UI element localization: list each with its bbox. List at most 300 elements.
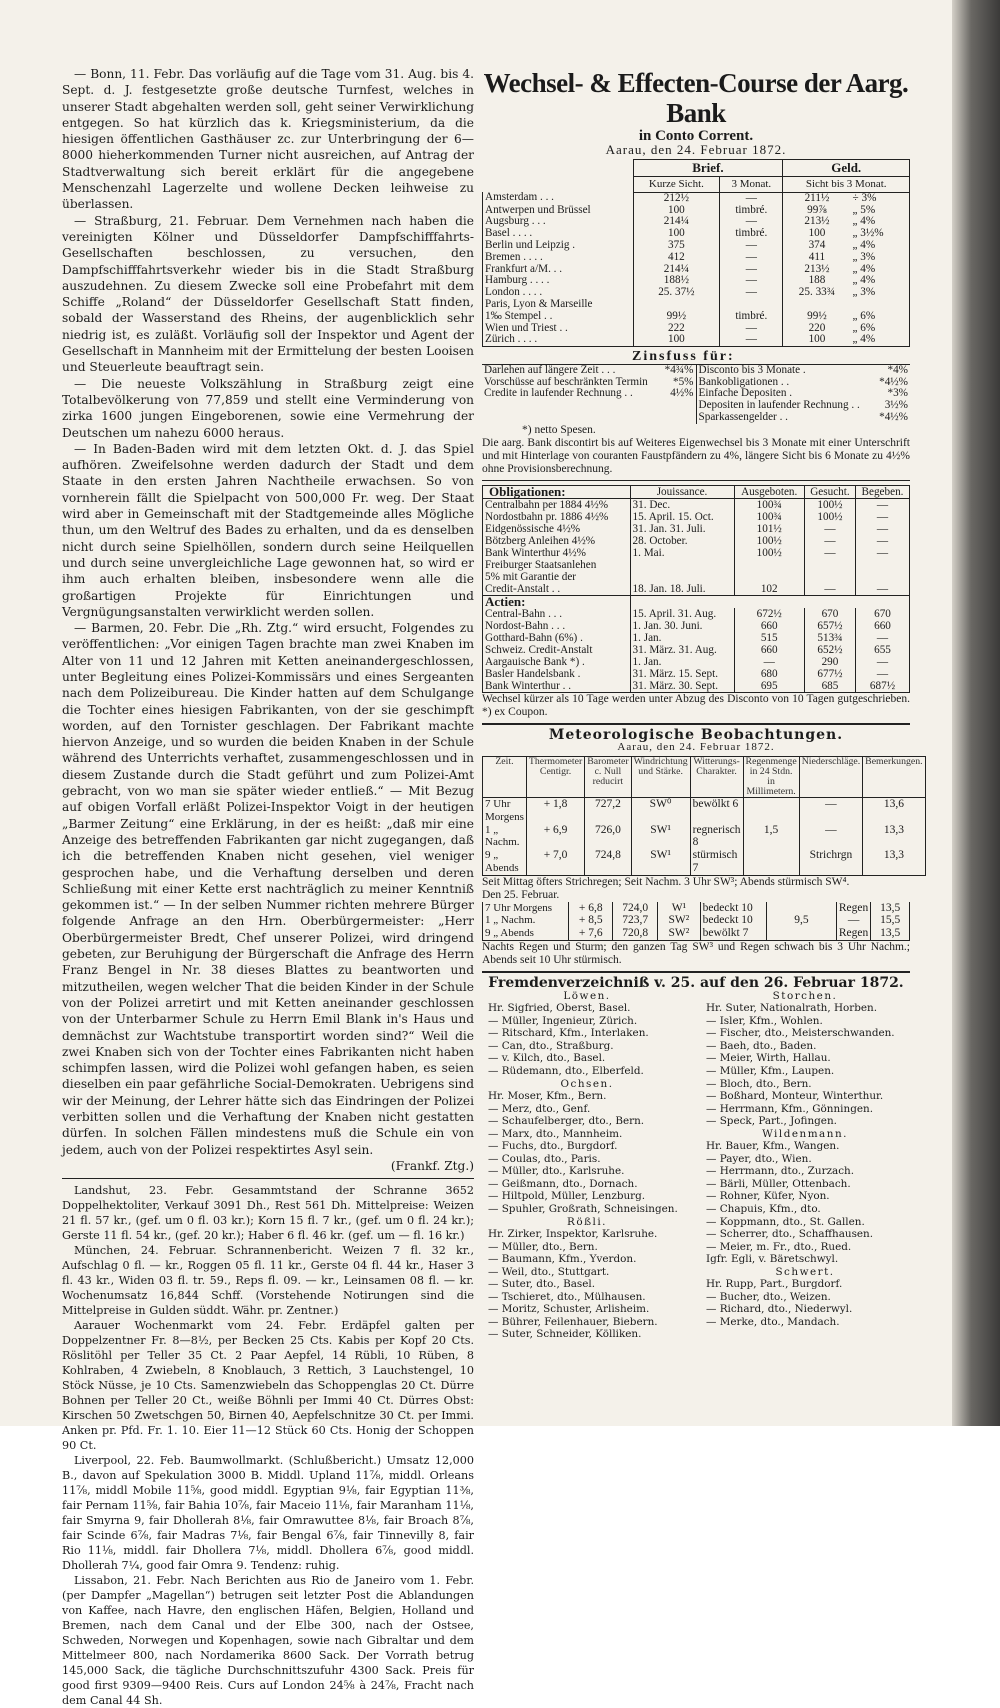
hotel-name: Storchen. bbox=[772, 989, 838, 1002]
divider bbox=[482, 480, 910, 481]
guest-entry: — Marx, dto., Mannheim. bbox=[488, 1127, 623, 1140]
rate-cell: Hamburg . . . . bbox=[483, 275, 634, 287]
securities-cell: 670 bbox=[804, 608, 855, 620]
meteo-cell: SW² bbox=[658, 927, 701, 940]
fremd-title: Fremdenverzeichniß v. 25. auf den 26. Februar 1872. bbox=[488, 975, 904, 992]
divider bbox=[482, 723, 910, 725]
rate-row bbox=[483, 275, 910, 287]
meteo-cell: 13,5 bbox=[871, 902, 910, 915]
meteo-cell: 726,0 bbox=[585, 824, 631, 850]
rate-cell: „ 4% bbox=[851, 240, 910, 252]
guest-entry: — Meier, Wirth, Hallau. bbox=[706, 1052, 831, 1065]
securities-cell: 1. Jan. 30. Juni. bbox=[630, 620, 734, 632]
rate-cell: 100 bbox=[783, 228, 851, 240]
sicht-header: Sicht bis 3 Monat. bbox=[783, 177, 910, 193]
securities-cell: Bank Winterthur . . bbox=[483, 680, 631, 693]
hotel-name: Schwert. bbox=[775, 1265, 835, 1278]
guest-entry: — Müller, dto., Bern. bbox=[488, 1240, 598, 1253]
guest-entry: Hr. Zirker, Inspektor, Karlsruhe. bbox=[488, 1228, 658, 1241]
rate-cell: 214¼ bbox=[633, 216, 720, 228]
interest-row bbox=[482, 388, 696, 400]
rate-row bbox=[483, 205, 910, 217]
article-paragraph: — Barmen, 20. Febr. Die „Rh. Ztg.“ wird ersucht, Folgendes zu veröffentlichen: „Vor einigen Tagen brachte man zwei Knaben im Alter von 11 und 12 Jahren mit Ketten aneinandergeschlossen, unter Begleitung eines Polizei-Kommissärs und eines Sergeanten nach dem Polizeibureau. Die Kinder hatten auf dem Schulgange die Tochter eines hiesigen Fabrikanten, von der sie geschimpft worden, auf den Tornister geschlagen. Der Fabrikant machte hiervon Anzeige, und so wurden die beiden Knaben in der Schule während des Unterrichts verhaftet, zusammengeschlossen und in diesem Zustande durch die Stadt geführt und zum Polizei-Amt gebracht, von wo man sie später wieder entließ.“ — Mit Bezug auf obigen Vorfall erläßt Polizei-Inspektor Voigt in der heutigen „Barmer Zeitung“ eine Erklärung, in der es heißt: „daß mir eine Anzeige des betreffenden Fabrikanten gar nicht zugegangen, daß ich die betreffenden Knaben nicht gesehen, viel weniger gesprochen habe, und die Verhaftung derselben und deren Schließung mit einer Kette erst nachträglich zu meiner Kenntniß gekommen ist.“ — In der selben Nummer richten mehrere Bürger folgende Anfrage an den Hrn. Oberbürgermeister: „Herr Oberbürgermeister Bredt, Chef unserer Polizei, wird dringend gebeten, zur Beruhigung der Bürgerschaft die Anfrage des Herrn Franz Bengel in Nr. 38 dieses Blattes zu beantworten und mitzutheilen, wegen welcher That die beiden Kinder in der Schule von der Polizei arretirt und mit Ketten aneinander geschlossen von der Unterbarmer Schule zu Herrn Emil Blank in's Haus und demnächst zur Wachtstube transportirt worden sind?“ Weil die zwei Knaben sich von der Tochter eines Fabrikanten nicht haben schimpfen lassen, wird die Polizei wohl gefangen haben, es seien dieselben ein paar gefährliche Social-Demokraten. Uebrigens sind wir der Meinung, der Lehrer hätte sich das Eindringen der Polizei verbitten sollen und die Verhaftung der Knaben nicht gestatten dürfen. In solchen Fällen mindestens muß die Schule ein von jedem, auch von der Polizei respektirtes Asyl sein. bbox=[62, 621, 474, 1157]
interest-label: Credite in laufender Rechnung . . bbox=[484, 387, 633, 400]
securities-cell: 515 bbox=[734, 632, 804, 644]
rate-cell: — bbox=[720, 275, 783, 287]
securities-cell: — bbox=[856, 547, 910, 559]
rate-cell: — bbox=[720, 264, 783, 276]
securities-cell: 100½ bbox=[734, 535, 804, 547]
rate-cell: 25. 33¾ bbox=[783, 287, 851, 299]
article-paragraph: — Bonn, 11. Febr. Das vorläufig auf die Tage vom 31. Aug. bis 4. Sept. d. J. festgesetzte große deutsche Turnfest, welches in unserer Stadt abgehalten werden soll, geht seiner Verwirklichung entgegen. So hat kürzlich das k. Kriegsministerium, da die hiesigen öffentlichen Gasthäuser zc. zur Unterbringung der 6—8000 hieherkommenden Turner nicht ausreichen, auf Antrag der Stadtverwaltung sich bereit erklärt für die angegebene Menschenzahl Lagerzelte und wollene Decken leihweise zu überlassen. bbox=[62, 67, 474, 212]
securities-row bbox=[483, 644, 910, 656]
rate-cell: — bbox=[720, 287, 783, 299]
securities-cell: 100¾ bbox=[734, 498, 804, 511]
securities-cell: — bbox=[856, 656, 910, 668]
meteo-cell: regnerisch 8 bbox=[690, 824, 743, 850]
rate-cell: 99⅞ bbox=[783, 205, 851, 217]
zinsfuss-title: Zinsfuss für: bbox=[632, 349, 735, 365]
guest-entry: — Rohner, Küfer, Nyon. bbox=[706, 1190, 830, 1203]
securities-cell: Nordost-Bahn . . . bbox=[483, 620, 631, 632]
rate-cell: „ 3% bbox=[851, 252, 910, 264]
securities-cell: — bbox=[856, 632, 910, 644]
rate-row bbox=[483, 240, 910, 252]
guest-entry: — Suter, dto., Basel. bbox=[488, 1278, 596, 1291]
securities-row bbox=[483, 620, 910, 632]
meteo-cell: + 7,6 bbox=[569, 927, 613, 940]
securities-row bbox=[483, 608, 910, 620]
securities-cell: 15. April. 31. Aug. bbox=[630, 608, 734, 620]
rate-cell bbox=[783, 299, 851, 311]
securities-cell: 15. April. 15. Oct. bbox=[630, 511, 734, 523]
article-paragraph: — Die neueste Volkszählung in Straßburg zeigt eine Totalbevölkerung von 77,859 und stellt eine Verminderung von zirka 1600 jungen Eingeborenen, sowie eine Vermehrung der Deutschen um nahezu 6000 heraus. bbox=[62, 376, 474, 440]
securities-cell: 100½ bbox=[804, 498, 855, 511]
securities-cell: Gotthard-Bahn (6%) . bbox=[483, 632, 631, 644]
geld-header: Geld. bbox=[783, 159, 910, 177]
rate-cell: 100 bbox=[633, 334, 720, 346]
meteo-note-2: Nachts Regen und Sturm; den ganzen Tag SW³ und Regen schwach bis 3 Uhr Nachm.; Abends seit 10 Uhr stürmisch. bbox=[482, 941, 910, 967]
rate-cell: 188 bbox=[783, 275, 851, 287]
guest-entry: Hr. Sigfried, Oberst, Basel. bbox=[488, 1002, 631, 1015]
rate-cell: — bbox=[720, 240, 783, 252]
market-paragraph: Liverpool, 22. Feb. Baumwollmarkt. (Schlußbericht.) Umsatz 12,000 B., davon auf Spekulation 3000 B. Middl. Upland 11⅞, middl. Orleans 11⅞, middl Mobile 11⅝, good middl. Egyptian 9⅛, fair Egyptian 11⅜, fair Pernam 11⅝, fair Bahia 10⅞, fair Maceio 11⅛, fair Maranham 11⅛, fair Smyrna 9, fair Dhollerah 8⅛, fair Omrawuttee 8⅛, fair Broach 8⅞, fair Scinde 6⅞, fair Madras 7⅛, fair Bengal 6⅞, fair Tinnevilly 8, fair Rio 11⅛, middl. fair Dhollera 7⅛, middl. Dhollera 6⅞, good middl. Dhollerah 7¼, good fair Omra 9. Tendenz: ruhig. bbox=[62, 1454, 474, 1573]
meteo-header: Zeit. bbox=[483, 756, 527, 797]
rate-cell: 211½ bbox=[783, 192, 851, 204]
rate-cell: — bbox=[720, 323, 783, 335]
securities-cell: — bbox=[804, 523, 855, 535]
rate-cell: 100 bbox=[633, 205, 720, 217]
securities-cell: 31. März. 31. Aug. bbox=[630, 644, 734, 656]
guest-entry: — Isler, Kfm., Wohlen. bbox=[706, 1014, 823, 1027]
securities-row bbox=[483, 583, 910, 596]
divider bbox=[482, 971, 910, 973]
rate-cell: Wien und Triest . . bbox=[483, 323, 634, 335]
securities-cell: — bbox=[804, 547, 855, 559]
rate-cell: 99½ bbox=[783, 311, 851, 323]
article-source: (Frankf. Ztg.) bbox=[390, 1158, 474, 1173]
rate-cell: 220 bbox=[783, 323, 851, 335]
securities-cell: — bbox=[856, 511, 910, 523]
securities-cell: 660 bbox=[734, 620, 804, 632]
securities-cell: 670 bbox=[856, 608, 910, 620]
rate-cell: 213½ bbox=[783, 216, 851, 228]
rate-cell: Berlin und Leipzig . bbox=[483, 240, 634, 252]
securities-row bbox=[483, 668, 910, 680]
interest-rate: *5% bbox=[672, 375, 694, 388]
securities-cell: 672½ bbox=[734, 608, 804, 620]
rate-cell: „ 4% bbox=[851, 264, 910, 276]
securities-cell: — bbox=[804, 583, 855, 596]
securities-cell: 101½ bbox=[734, 523, 804, 535]
rate-row bbox=[483, 311, 910, 323]
rate-cell: London . . . . bbox=[483, 287, 634, 299]
rate-cell: 100 bbox=[783, 334, 851, 346]
securities-table bbox=[482, 485, 910, 693]
meteo-cell bbox=[767, 902, 837, 915]
bank-title: Wechsel- & Effecten-Course der Aarg. Bank bbox=[483, 68, 909, 128]
meteo-row bbox=[483, 824, 926, 850]
securities-cell: 100½ bbox=[734, 547, 804, 559]
securities-cell: — bbox=[856, 535, 910, 547]
securities-cell: 1. Jan. bbox=[630, 656, 734, 668]
interest-rate: *4% bbox=[887, 363, 908, 376]
hotel-name: Wildenmann. bbox=[762, 1127, 848, 1140]
securities-cell: — bbox=[856, 668, 910, 680]
interest-label: Bankobligationen . . bbox=[698, 375, 790, 388]
guest-entry: Hr. Rupp, Part., Burgdorf. bbox=[706, 1278, 843, 1291]
securities-cell: 102 bbox=[734, 583, 804, 596]
meteo-cell: + 6,9 bbox=[526, 824, 584, 850]
rate-row bbox=[483, 334, 910, 346]
actien-header-filler bbox=[630, 595, 909, 608]
meteo-cell: bewölkt 7 bbox=[700, 927, 766, 940]
meteo-cell: 15,5 bbox=[871, 914, 910, 927]
guest-entry: — Müller, dto., Karlsruhe. bbox=[488, 1165, 625, 1178]
meteo-note-1: Seit Mittag öfters Strichregen; Seit Nachm. 3 Uhr SW³; Abends stürmisch SW⁴. bbox=[482, 875, 850, 888]
guest-list-right bbox=[700, 990, 910, 1329]
discont-note: Die aarg. Bank discontirt bis auf Weiteres Eigenwechsel bis 3 Monate mit einer Unterschrift und mit Hinterlage von couranten Faustpfändern zu 4%, längere Sicht bis 6 Monate zu 4½% ohne Provisionsberechnung. bbox=[482, 436, 910, 475]
meteo-cell: 1,5 bbox=[743, 824, 799, 850]
rate-cell bbox=[633, 299, 720, 311]
securities-cell: 687½ bbox=[856, 680, 910, 693]
securities-cell: Credit-Anstalt . . bbox=[483, 583, 631, 596]
meteo-cell: 7 Uhr Morgens bbox=[483, 797, 527, 823]
rate-cell: Basel . . . . bbox=[483, 228, 634, 240]
rate-cell: 25. 37½ bbox=[633, 287, 720, 299]
meteo-cell: 720,8 bbox=[613, 927, 658, 940]
meteo-row bbox=[483, 927, 910, 940]
securities-cell: Basler Handelsbank . bbox=[483, 668, 631, 680]
securities-cell: 677½ bbox=[804, 668, 855, 680]
meteo-cell: W¹ bbox=[658, 902, 701, 915]
guest-entry: — Boßhard, Monteur, Winterthur. bbox=[706, 1090, 884, 1103]
guest-list bbox=[482, 990, 910, 1350]
exchange-rates-table bbox=[482, 159, 910, 348]
interest-rate: *3% bbox=[887, 387, 908, 400]
market-paragraph: Lissabon, 21. Febr. Nach Berichten aus Rio de Janeiro vom 1. Febr. (per Dampfer „Magellan“) betrugen seit letzter Post die Ablandungen von Kaffee, nach Havre, den englischen Häfen, Belgien, Holland und Bremen, nach dem Canal und der Elbe 300, nach der Ostsee, Schweden, Norwegen und Kopenhagen, sowie nach Gibraltar und dem Mittelmeer 800, nach Nordamerika 8600 Sack. Der Vorrath betrug 145,000 Sack, die tägliche Durchschnittszufuhr 4300 Sack. Preis für good first 9309—9400 Reis. Curs auf London 24⅝ à 24⅞, Fracht nach dem Canal 44 Sh. bbox=[62, 1574, 474, 1708]
meteo-cell: SW² bbox=[658, 914, 701, 927]
meteo-cell: SW¹ bbox=[631, 824, 690, 850]
weather-table-2 bbox=[482, 902, 910, 941]
rate-cell: „ 3% bbox=[851, 287, 910, 299]
guest-entry: — Müller, Kfm., Laupen. bbox=[706, 1064, 835, 1077]
interest-label: Vorschüsse auf beschränkten Termin bbox=[484, 375, 648, 388]
interest-label: Depositen in laufender Rechnung . . bbox=[698, 399, 860, 412]
securities-cell: Central-Bahn . . . bbox=[483, 608, 631, 620]
rate-cell: Bremen . . . . bbox=[483, 252, 634, 264]
hotel-name: Ochsen. bbox=[560, 1077, 614, 1090]
rate-cell: Antwerpen und Brüssel bbox=[483, 205, 634, 217]
meteo-cell: SW¹ bbox=[631, 849, 690, 875]
guest-entry: — v. Kilch, dto., Basel. bbox=[488, 1052, 606, 1065]
guest-entry: — Spuhler, Großrath, Schneisingen. bbox=[488, 1202, 678, 1215]
securities-cell: Bötzberg Anleihen 4½% bbox=[483, 535, 631, 547]
rate-cell: Amsterdam . . . bbox=[483, 192, 634, 204]
guest-entry: — Speck, Part., Jofingen. bbox=[706, 1115, 837, 1128]
guest-entry: — Hiltpold, Müller, Lenzburg. bbox=[488, 1190, 646, 1203]
meteo-cell: 724,8 bbox=[585, 849, 631, 875]
rate-cell: „ 3½% bbox=[851, 228, 910, 240]
guest-entry: — Bloch, dto., Bern. bbox=[706, 1077, 812, 1090]
meteo-row bbox=[483, 902, 910, 915]
meteo-cell: — bbox=[799, 824, 862, 850]
rate-cell: 99½ bbox=[633, 311, 720, 323]
interest-rate: 4½% bbox=[670, 387, 694, 400]
meteo-row bbox=[483, 797, 926, 823]
securities-header: Begeben. bbox=[856, 485, 910, 498]
securities-cell: 657½ bbox=[804, 620, 855, 632]
securities-cell bbox=[630, 559, 734, 571]
weather-table bbox=[482, 756, 926, 876]
securities-cell: — bbox=[856, 523, 910, 535]
rate-row bbox=[483, 252, 910, 264]
interest-label: Disconto bis 3 Monate . bbox=[698, 363, 806, 376]
rate-cell: 100 bbox=[633, 228, 720, 240]
rate-cell: timbré. bbox=[720, 205, 783, 217]
guest-entry: — Moritz, Schuster, Arlisheim. bbox=[488, 1303, 650, 1316]
meteo-cell: Strichrgn bbox=[799, 849, 862, 875]
actien-header-row bbox=[483, 595, 910, 608]
meteo-cell: 9 „ Abends bbox=[483, 927, 569, 940]
interest-label: Einfache Depositen . bbox=[698, 387, 793, 400]
rate-cell: „ 4% bbox=[851, 275, 910, 287]
meteo-row bbox=[483, 914, 910, 927]
meteo-cell: — bbox=[799, 797, 862, 823]
hotel-name: Löwen. bbox=[563, 989, 611, 1002]
rate-cell: — bbox=[720, 192, 783, 204]
interest-rate: *4¾% bbox=[664, 363, 694, 376]
securities-cell: 290 bbox=[804, 656, 855, 668]
rate-cell: 212½ bbox=[633, 192, 720, 204]
meteo-cell: — bbox=[836, 914, 870, 927]
meteo-cell: 13,5 bbox=[871, 927, 910, 940]
securities-cell: 680 bbox=[734, 668, 804, 680]
meteo-cell: 1 „ Nachm. bbox=[483, 824, 527, 850]
rate-cell: „ 4% bbox=[851, 334, 910, 346]
meteo-header: Niederschläge. bbox=[799, 756, 862, 797]
meteo-cell bbox=[743, 849, 799, 875]
securities-row bbox=[483, 656, 910, 668]
securities-row bbox=[483, 547, 910, 559]
interest-rate: 3½% bbox=[884, 399, 908, 412]
securities-row bbox=[483, 632, 910, 644]
actien-header: Actien: bbox=[483, 595, 631, 608]
interest-table bbox=[482, 364, 910, 424]
meteo-row bbox=[483, 849, 926, 875]
guest-entry: — Chapuis, Kfm., dto. bbox=[706, 1202, 821, 1215]
meteo-cell: Regen bbox=[836, 927, 870, 940]
rate-cell: 188½ bbox=[633, 275, 720, 287]
rate-cell: — bbox=[720, 334, 783, 346]
meteo-cell: 9 „ Abends bbox=[483, 849, 527, 875]
meteo-cell: bewölkt 6 bbox=[690, 797, 743, 823]
meteo-cell bbox=[767, 927, 837, 940]
meteo-header: Barometer c. Null reducirt bbox=[585, 756, 631, 797]
meteo-cell: 1 „ Nachm. bbox=[483, 914, 569, 927]
meteo-cell: bedeckt 10 bbox=[700, 902, 766, 915]
meteo-cell: bedeckt 10 bbox=[700, 914, 766, 927]
guest-entry: — Merke, dto., Mandach. bbox=[706, 1315, 840, 1328]
kurze-sicht-header: Kurze Sicht. bbox=[633, 177, 720, 193]
guest-entry: — Ritschard, Kfm., Interlaken. bbox=[488, 1027, 649, 1040]
securities-cell: 18. Jan. 18. Juli. bbox=[630, 583, 734, 596]
meteo-cell: + 6,8 bbox=[569, 902, 613, 915]
rate-cell: ÷ 3% bbox=[851, 192, 910, 204]
securities-cell bbox=[630, 571, 734, 583]
meteo-date-2: Den 25. Februar. bbox=[482, 888, 560, 901]
securities-cell: — bbox=[804, 535, 855, 547]
securities-cell: Schweiz. Credit-Anstalt bbox=[483, 644, 631, 656]
securities-cell: 695 bbox=[734, 680, 804, 693]
securities-cell bbox=[856, 559, 910, 571]
guest-entry: — Bucher, dto., Weizen. bbox=[706, 1290, 831, 1303]
rate-cell: Augsburg . . . bbox=[483, 216, 634, 228]
rate-cell: 1‰ Stempel . . bbox=[483, 311, 634, 323]
meteo-cell: 13,6 bbox=[863, 797, 925, 823]
rate-cell: „ 4% bbox=[851, 216, 910, 228]
meteo-header: Windrichtung und Stärke. bbox=[631, 756, 690, 797]
rate-row bbox=[483, 299, 910, 311]
securities-cell bbox=[734, 559, 804, 571]
rate-cell: 375 bbox=[633, 240, 720, 252]
rate-cell: „ 5% bbox=[851, 205, 910, 217]
securities-cell bbox=[856, 571, 910, 583]
guest-entry: Hr. Moser, Kfm., Bern. bbox=[488, 1090, 607, 1103]
securities-row bbox=[483, 535, 910, 547]
meteo-cell: 13,3 bbox=[863, 824, 925, 850]
drei-monat-header: 3 Monat. bbox=[720, 177, 783, 193]
securities-header: Obligationen: bbox=[483, 485, 631, 498]
interest-label: Darlehen auf längere Zeit . . . bbox=[484, 363, 616, 376]
rate-cell: — bbox=[720, 252, 783, 264]
rate-cell: „ 6% bbox=[851, 311, 910, 323]
meteo-title: Meteorologische Beobachtungen. bbox=[548, 726, 844, 743]
meteo-cell: + 7,0 bbox=[526, 849, 584, 875]
right-column bbox=[482, 66, 923, 1350]
interest-row bbox=[482, 365, 696, 377]
rate-cell: 412 bbox=[633, 252, 720, 264]
securities-row bbox=[483, 680, 910, 693]
rate-cell: Frankfurt a/M. . . bbox=[483, 264, 634, 276]
interest-rate: *4½% bbox=[879, 410, 908, 423]
guest-entry: — Tschieret, dto., Mülhausen. bbox=[488, 1290, 646, 1303]
securities-cell: 31. Jan. 31. Juli. bbox=[630, 523, 734, 535]
rate-cell: 411 bbox=[783, 252, 851, 264]
guest-entry: — Bührer, Feilenhauer, Biebern. bbox=[488, 1315, 658, 1328]
securities-cell bbox=[804, 571, 855, 583]
meteo-cell: 13,3 bbox=[863, 849, 925, 875]
securities-cell: 652½ bbox=[804, 644, 855, 656]
securities-row bbox=[483, 523, 910, 535]
securities-row bbox=[483, 559, 910, 571]
guest-entry: — Herrmann, dto., Zurzach. bbox=[706, 1165, 855, 1178]
rate-cell bbox=[720, 299, 783, 311]
securities-header: Jouissance. bbox=[630, 485, 734, 498]
rate-cell: — bbox=[720, 216, 783, 228]
rate-row bbox=[483, 192, 910, 204]
securities-row bbox=[483, 571, 910, 583]
securities-cell: 5% mit Garantie der bbox=[483, 571, 631, 583]
guest-entry: — Richard, dto., Niederwyl. bbox=[706, 1303, 853, 1316]
securities-cell bbox=[804, 559, 855, 571]
meteo-cell: Regen bbox=[836, 902, 870, 915]
guest-entry: Hr. Suter, Nationalrath, Horben. bbox=[706, 1002, 878, 1015]
meteo-cell: 727,2 bbox=[585, 797, 631, 823]
guest-entry: — Bärli, Müller, Ottenbach. bbox=[706, 1177, 851, 1190]
securities-cell: — bbox=[856, 583, 910, 596]
securities-cell: Bank Winterthur 4½% bbox=[483, 547, 631, 559]
securities-cell: 660 bbox=[856, 620, 910, 632]
guest-entry: — Scherrer, dto., Schaffhausen. bbox=[706, 1228, 874, 1241]
guest-entry: Igfr. Egli, v. Bäretschwyl. bbox=[706, 1253, 839, 1266]
meteo-cell: 9,5 bbox=[767, 914, 837, 927]
securities-cell: 1. Mai. bbox=[630, 547, 734, 559]
rate-cell: 374 bbox=[783, 240, 851, 252]
guest-entry: — Coulas, dto., Paris. bbox=[488, 1152, 601, 1165]
securities-header: Gesucht. bbox=[804, 485, 855, 498]
interest-label: Sparkassengelder . . bbox=[698, 410, 788, 423]
article-paragraph: — In Baden-Baden wird mit dem letzten Okt. d. J. das Spiel aufhören. Zweifelsohne werden dadurch der Stadt und dem Staate in den ersten Jahren Nachtheile erwachsen. So von vornherein fällt die Spielpacht von 500,000 Fr. weg. Der Staat wird aber in Gemeinschaft mit der Stadtgemeinde alles Mögliche thun, um den Weltruf des Bades zu erhalten, und da es denselben nicht durch seine Spielhöllen, sondern durch seine Heilquellen und durch seine unvergleichliche Lage gewonnen hat, so wird er ihm auch erhalten bleiben, insbesondere wenn alle die großartigen Projekte für Einrichtungen und Vergnügungsanstalten verwirklicht werden sollen. bbox=[62, 441, 474, 619]
meteo-cell: SW⁰ bbox=[631, 797, 690, 823]
market-reports bbox=[62, 1183, 474, 1708]
rate-cell: timbré. bbox=[720, 311, 783, 323]
guest-entry: — Rüdemann, dto., Elberfeld. bbox=[488, 1064, 644, 1077]
securities-cell: 655 bbox=[856, 644, 910, 656]
meteo-cell: stürmisch 7 bbox=[690, 849, 743, 875]
rate-row bbox=[483, 216, 910, 228]
guest-entry: — Fischer, dto., Meisterschwanden. bbox=[706, 1027, 895, 1040]
meteo-header: Thermometer Centigr. bbox=[526, 756, 584, 797]
rate-cell: „ 6% bbox=[851, 323, 910, 335]
meteo-cell: 724,0 bbox=[613, 902, 658, 915]
page-edge-shadow bbox=[952, 0, 1000, 1426]
wechsel-note: Wechsel kürzer als 10 Tage werden unter Abzug des Disconto von 10 Tagen gutgeschrieben. *) ex Coupon. bbox=[482, 692, 910, 718]
meteo-header: Witterungs-Charakter. bbox=[690, 756, 743, 797]
market-paragraph: Landshut, 23. Febr. Gesammtstand der Schranne 3652 Doppelhektoliter, Verkauf 3091 Dh., Rest 561 Dh. Mittelpreise: Weizen 21 fl. 57 kr., (gef. um 0 fl. 03 kr.); Korn 15 fl. 7 kr., (gef. um 0 fl. 24 kr.); Gerste 11 fl. 54 kr., (gef. 20 kr.); Haber 6 fl. 46 kr. (gef. um — fl. 16 kr.) bbox=[62, 1184, 474, 1243]
market-paragraph: München, 24. Februar. Schrannenbericht. Weizen 7 fl. 32 kr., Aufschlag 0 fl. — kr., Roggen 05 fl. 11 kr., Gerste 04 fl. 44 kr., Haser 3 fl. 43 kr., Widen 03 fl. tr. 59., Reps fl. 09. — kr., Leinsamen 08 fl. — kr. Wochenumsatz 16,844 Schff. (Vorstehende Notirungen sind die Mittelpreise in Gulden süddt. Währ. pr. Zentner.) bbox=[62, 1244, 474, 1318]
securities-cell: — bbox=[734, 656, 804, 668]
meteo-cell: + 8,5 bbox=[569, 914, 613, 927]
guest-entry: — Suter, Schneider, Kölliken. bbox=[488, 1328, 642, 1341]
rate-cell: Paris, Lyon & Marseille bbox=[483, 299, 634, 311]
guest-entry: — Koppmann, dto., St. Gallen. bbox=[706, 1215, 865, 1228]
rate-cell: 213½ bbox=[783, 264, 851, 276]
hotel-name: Rößli. bbox=[567, 1215, 607, 1228]
bank-date: Aarau, den 24. Februar 1872. bbox=[605, 142, 787, 157]
interest-row bbox=[697, 412, 911, 424]
guest-entry: Hr. Bauer, Kfm., Wangen. bbox=[706, 1140, 840, 1153]
